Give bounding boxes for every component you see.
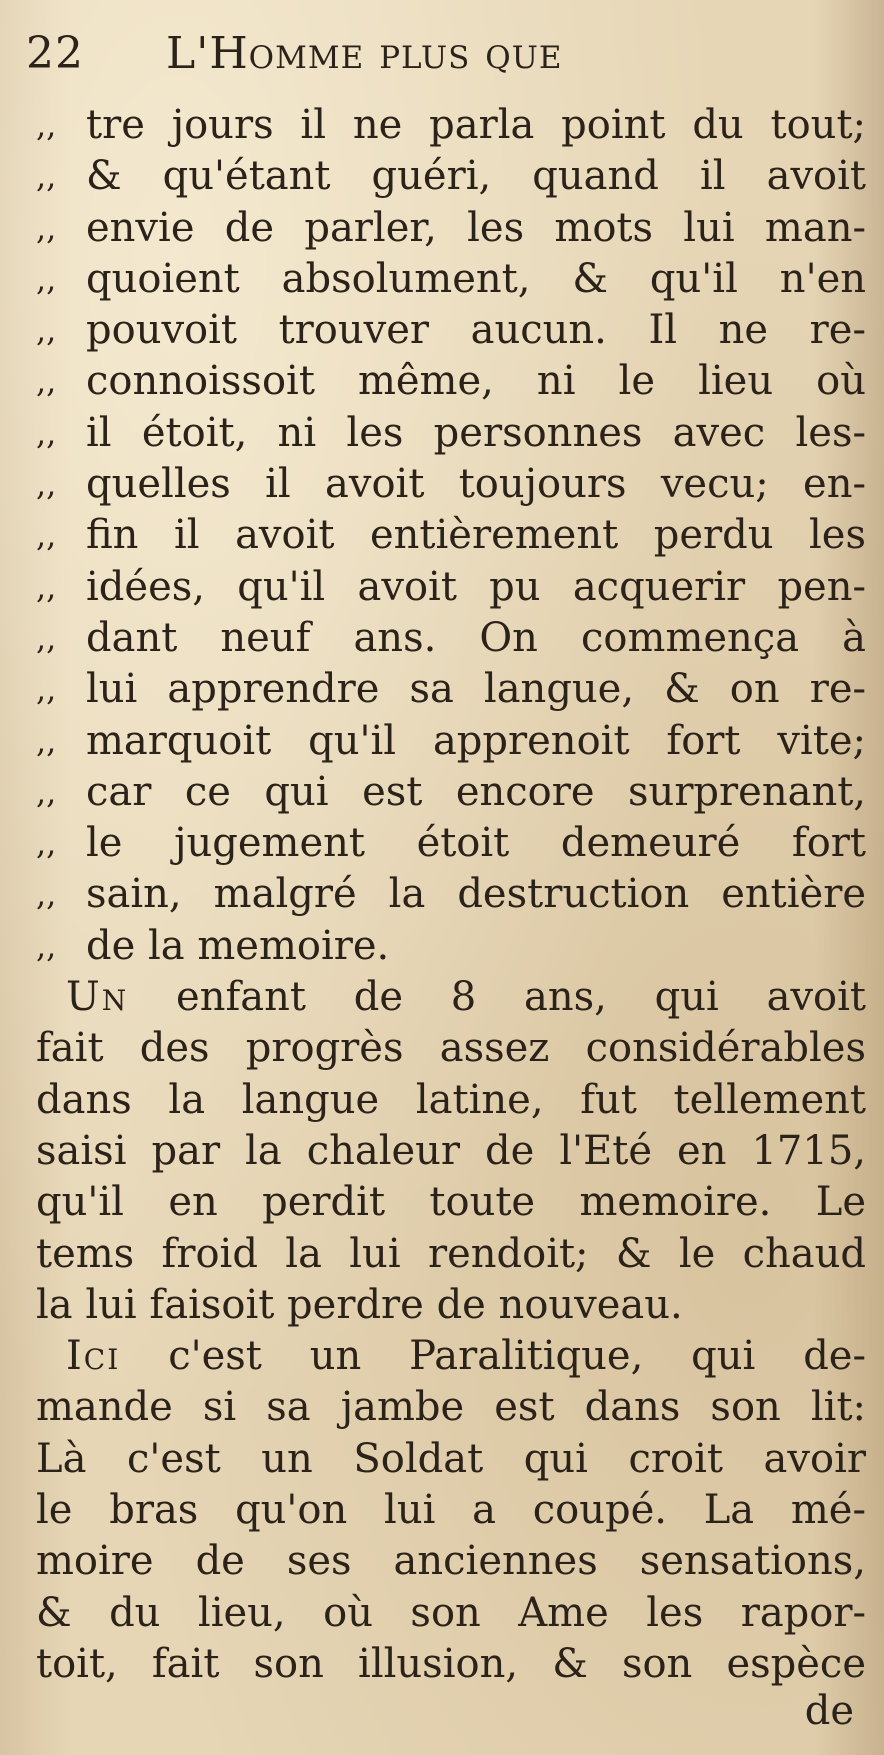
paragraph-line — [36, 1023, 866, 1074]
line-text: le jugement étoit demeuré fort — [86, 820, 866, 867]
paragraph-line — [36, 1485, 866, 1536]
line-text: car ce qui est encore surprenant, — [86, 768, 866, 815]
running-head — [26, 28, 856, 88]
line-text: connoissoit même, ni le lieu où — [86, 358, 866, 405]
paragraph-line — [36, 1588, 866, 1639]
paragraph-first-line — [36, 1331, 866, 1382]
quoted-line — [36, 459, 866, 510]
line-text: de la memoire. — [86, 922, 390, 969]
page-number: 22 — [26, 28, 84, 79]
quote-mark: ,, — [36, 618, 57, 657]
paragraph-line — [36, 1639, 866, 1690]
paragraph-line — [36, 1382, 866, 1433]
quote-mark: ,, — [36, 311, 57, 350]
quoted-line — [36, 100, 866, 151]
line-text: quoient absolument, & qu'il n'en — [86, 255, 866, 302]
quote-mark: ,, — [36, 259, 57, 298]
line-text: la lui faisoit perdre de nouveau. — [36, 1281, 683, 1328]
paragraph-line — [36, 1229, 866, 1280]
line-text: saisi par la chaleur de l'Eté en 1715, — [36, 1127, 866, 1174]
line-text: & du lieu, où son Ame les rapor- — [36, 1589, 866, 1636]
line-text: tems froid la lui rendoit; & le chaud — [36, 1230, 866, 1277]
line-text: Là c'est un Soldat qui croit avoir — [36, 1435, 866, 1482]
quote-mark: ,, — [36, 875, 57, 914]
quote-mark: ,, — [36, 362, 57, 401]
paragraph-lead: Un — [66, 974, 129, 1021]
quoted-line — [36, 151, 866, 202]
line-text: marquoit qu'il apprenoit fort vite; — [86, 717, 866, 764]
quote-mark: ,, — [36, 208, 57, 247]
quoted-line — [36, 613, 866, 664]
quote-mark: ,, — [36, 670, 57, 709]
quoted-line — [36, 664, 866, 715]
text-block — [36, 100, 866, 1690]
line-text: le bras qu'on lui a coupé. La mé- — [36, 1487, 866, 1534]
line-text: dans la langue latine, fut tellement — [36, 1076, 866, 1123]
line-text: tre jours il ne parla point du tout; — [86, 102, 866, 148]
line-text: c'est un Paralitique, qui de- — [168, 1333, 866, 1380]
quote-mark: ,, — [36, 772, 57, 811]
quote-mark: ,, — [36, 516, 57, 555]
quote-mark: ,, — [36, 721, 57, 760]
line-text: pouvoit trouver aucun. Il ne re- — [86, 307, 866, 354]
line-text: toit, fait son illusion, & son espèce — [36, 1640, 866, 1687]
line-text: moire de ses anciennes sensations, — [36, 1538, 866, 1585]
line-text: sain, malgré la destruction entière — [86, 871, 866, 918]
quoted-line — [36, 356, 866, 407]
quoted-line — [36, 408, 866, 459]
catchword: de — [804, 1688, 854, 1734]
paragraph-line — [36, 1126, 866, 1177]
line-text: dant neuf ans. On commença à — [86, 614, 866, 661]
quoted-line — [36, 921, 866, 972]
quoted-line — [36, 254, 866, 305]
line-text: quelles il avoit toujours vecu; en- — [86, 461, 866, 508]
quote-mark: ,, — [36, 157, 57, 196]
running-title: L'Homme plus que — [166, 28, 563, 79]
line-text: envie de parler, les mots lui man- — [86, 204, 866, 251]
quote-mark: ,, — [36, 465, 57, 504]
line-text: idées, qu'il avoit pu acquerir pen- — [86, 563, 866, 610]
line-text: lui apprendre sa langue, & on re- — [86, 666, 866, 713]
paragraph-line — [36, 1434, 866, 1485]
line-text: qu'il en perdit toute memoire. Le — [36, 1179, 866, 1226]
quoted-line — [36, 767, 866, 818]
line-text: enfant de 8 ans, qui avoit — [176, 974, 866, 1021]
quoted-line — [36, 562, 866, 613]
quoted-line — [36, 305, 866, 356]
paragraph-line — [36, 1075, 866, 1126]
quoted-line — [36, 818, 866, 869]
line-text: fin il avoit entièrement perdu les — [86, 512, 866, 559]
quoted-line — [36, 869, 866, 920]
paragraph-line — [36, 1536, 866, 1587]
quote-mark: ,, — [36, 824, 57, 863]
line-text: mande si sa jambe est dans son lit: — [36, 1384, 866, 1431]
quote-mark: ,, — [36, 567, 57, 606]
paragraph-first-line — [36, 972, 866, 1023]
line-text: & qu'étant guéri, quand il avoit — [86, 153, 866, 200]
quoted-line — [36, 510, 866, 561]
quote-mark: ,, — [36, 413, 57, 452]
paragraph-line — [36, 1280, 866, 1331]
line-text: fait des progrès assez considérables — [36, 1025, 866, 1072]
quoted-line — [36, 716, 866, 767]
quoted-line — [36, 203, 866, 254]
line-text: il étoit, ni les personnes avec les- — [86, 409, 866, 456]
paragraph-line — [36, 1177, 866, 1228]
quote-mark: ,, — [36, 106, 57, 144]
paragraph-lead: Ici — [66, 1333, 121, 1380]
quote-mark: ,, — [36, 926, 57, 965]
